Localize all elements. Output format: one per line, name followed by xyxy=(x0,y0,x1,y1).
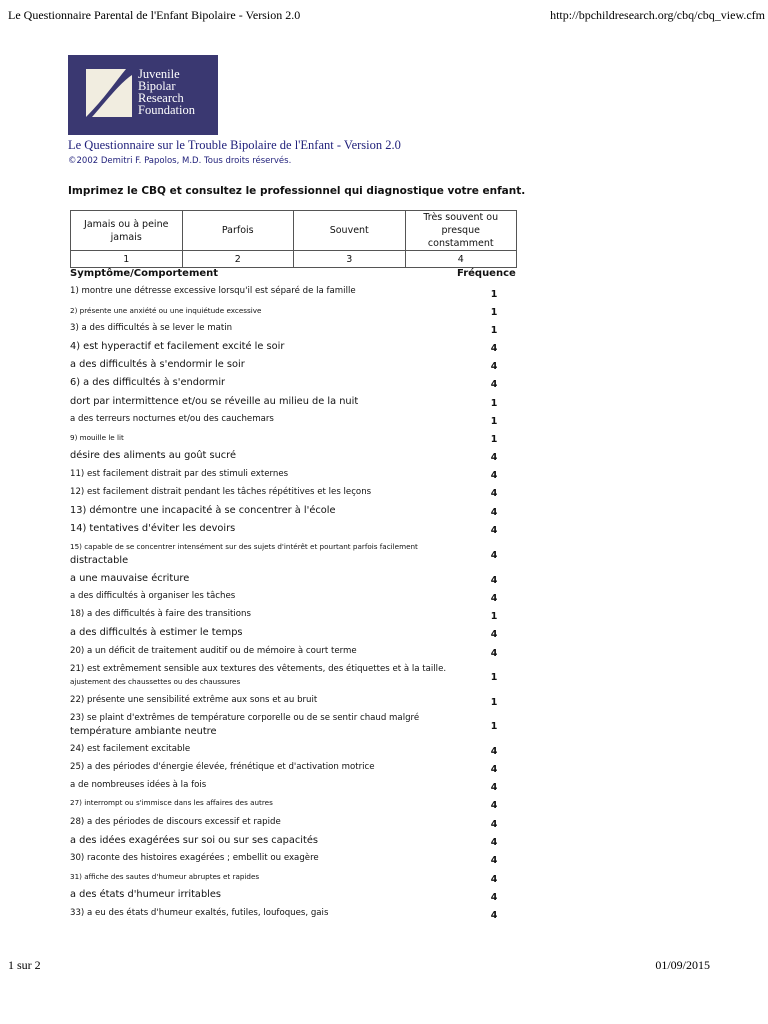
frequency-value: 4 xyxy=(490,800,498,811)
symptom-text-continued: distractable xyxy=(70,555,129,566)
print-header-url: http://bpchildresearch.org/cbq/cbq_view.cfm xyxy=(550,8,765,22)
symptom-text: 21) est extrêmement sensible aux textures des vêtements, des étiquettes et à la taille. xyxy=(70,664,447,674)
symptom-text: 3) a des difficultés à se lever le matin xyxy=(70,323,233,333)
frequency-value: 1 xyxy=(490,611,498,622)
frequency-value: 4 xyxy=(490,837,498,848)
frequency-value: 4 xyxy=(490,746,498,757)
frequency-value: 4 xyxy=(490,507,498,518)
symptom-text: a des terreurs nocturnes et/ou des cauchemars xyxy=(70,414,274,424)
symptom-text: 6) a des difficultés à s'endormir xyxy=(70,377,226,388)
scale-label: Jamais ou à peine jamais xyxy=(71,211,183,251)
symptom-column-header: Symptôme/Comportement xyxy=(70,268,219,279)
frequency-value: 4 xyxy=(490,819,498,830)
frequency-column-header: Fréquence xyxy=(457,268,516,279)
frequency-value: 4 xyxy=(490,550,498,561)
frequency-value: 1 xyxy=(490,416,498,427)
print-header-title: Le Questionnaire Parental de l'Enfant Bipolaire - Version 2.0 xyxy=(8,8,301,22)
jbrf-logo xyxy=(68,55,218,135)
frequency-value: 4 xyxy=(490,782,498,793)
symptom-text: 13) démontre une incapacité à se concentrer à l'école xyxy=(70,505,336,516)
symptom-text-continued: température ambiante neutre xyxy=(70,726,217,737)
frequency-value: 4 xyxy=(490,361,498,372)
frequency-value: 4 xyxy=(490,629,498,640)
frequency-value: 1 xyxy=(490,307,498,318)
symptom-text-continued: ajustement des chaussettes ou des chaussures xyxy=(70,677,241,686)
frequency-value: 4 xyxy=(490,648,498,659)
symptom-text: 24) est facilement excitable xyxy=(70,744,191,754)
scale-value: 3 xyxy=(294,251,406,268)
scale-value: 2 xyxy=(182,251,294,268)
symptom-text: 22) présente une sensibilité extrême aux sons et au bruit xyxy=(70,695,318,705)
frequency-value: 4 xyxy=(490,855,498,866)
symptom-text: 9) mouille le lit xyxy=(70,433,124,442)
symptom-text: 2) présente une anxiété ou une inquiétude excessive xyxy=(70,306,262,315)
frequency-value: 4 xyxy=(490,910,498,921)
scale-value: 1 xyxy=(71,251,183,268)
logo-line: Research xyxy=(138,91,184,105)
frequency-value: 4 xyxy=(490,575,498,586)
print-instruction: Imprimez le CBQ et consultez le professionnel qui diagnostique votre enfant. xyxy=(68,185,526,197)
frequency-value: 4 xyxy=(490,470,498,481)
scale-labels-row xyxy=(71,211,517,251)
symptom-text: a des difficultés à s'endormir le soir xyxy=(70,359,245,370)
symptom-text: a des difficultés à estimer le temps xyxy=(70,627,243,638)
scale-label: Souvent xyxy=(294,211,406,251)
frequency-value: 1 xyxy=(490,289,498,300)
symptom-text: 18) a des difficultés à faire des transitions xyxy=(70,609,251,619)
frequency-value: 1 xyxy=(490,434,498,445)
page-count: 1 sur 2 xyxy=(8,958,41,972)
frequency-scale-table xyxy=(70,210,517,268)
frequency-value: 1 xyxy=(490,697,498,708)
print-date: 01/09/2015 xyxy=(655,958,710,972)
symptom-text: 25) a des périodes d'énergie élevée, frénétique et d'activation motrice xyxy=(70,762,375,772)
frequency-value: 1 xyxy=(490,325,498,336)
symptom-text: 33) a eu des états d'humeur exaltés, futiles, loufoques, gais xyxy=(70,908,329,918)
frequency-value: 1 xyxy=(490,672,498,683)
frequency-value: 4 xyxy=(490,593,498,604)
frequency-value: 4 xyxy=(490,525,498,536)
symptom-text: 1) montre une détresse excessive lorsqu'il est séparé de la famille xyxy=(70,286,356,296)
frequency-value: 4 xyxy=(490,764,498,775)
symptom-text: 11) est facilement distrait par des stimuli externes xyxy=(70,469,289,479)
logo-wordmark xyxy=(138,68,195,116)
symptom-text: 31) affiche des sautes d'humeur abruptes et rapides xyxy=(70,872,260,881)
symptom-text: 23) se plaint d'extrêmes de température corporelle ou de se sentir chaud malgré xyxy=(70,713,420,723)
symptom-text: désire des aliments au goût sucré xyxy=(70,450,237,461)
symptom-text: a de nombreuses idées à la fois xyxy=(70,780,207,790)
frequency-value: 4 xyxy=(490,892,498,903)
logo-line: Bipolar xyxy=(138,79,176,93)
frequency-value: 4 xyxy=(490,874,498,885)
logo-line: Juvenile xyxy=(138,67,180,81)
frequency-value: 1 xyxy=(490,398,498,409)
symptom-text: 30) raconte des histoires exagérées ; embellit ou exagère xyxy=(70,853,319,863)
symptom-text: a une mauvaise écriture xyxy=(70,573,190,584)
symptom-text: 20) a un déficit de traitement auditif ou de mémoire à court terme xyxy=(70,646,357,656)
symptom-text: 12) est facilement distrait pendant les tâches répétitives et les leçons xyxy=(70,487,372,497)
scale-label: Très souvent ou presque constamment xyxy=(405,211,517,251)
copyright-notice: ©2002 Demitri F. Papolos, M.D. Tous droits réservés. xyxy=(68,156,292,166)
scale-label: Parfois xyxy=(182,211,294,251)
symptom-text: a des idées exagérées sur soi ou sur ses capacités xyxy=(70,835,318,846)
frequency-value: 1 xyxy=(490,721,498,732)
frequency-value: 4 xyxy=(490,488,498,499)
document-title: Le Questionnaire sur le Trouble Bipolaire de l'Enfant - Version 2.0 xyxy=(68,138,401,152)
scale-values-row xyxy=(71,251,517,268)
symptom-text: dort par intermittence et/ou se réveille au milieu de la nuit xyxy=(70,396,359,407)
frequency-value: 4 xyxy=(490,379,498,390)
symptom-text: 4) est hyperactif et facilement excité le soir xyxy=(70,341,285,352)
logo-line: Foundation xyxy=(138,103,195,117)
symptom-text: a des états d'humeur irritables xyxy=(70,889,222,900)
symptom-text: 28) a des périodes de discours excessif et rapide xyxy=(70,817,281,827)
frequency-value: 4 xyxy=(490,452,498,463)
symptom-text: 15) capable de se concentrer intensément sur des sujets d'intérêt et pourtant parfois facilement xyxy=(70,542,418,551)
logo-swoosh-icon xyxy=(86,69,132,117)
symptom-text: a des difficultés à organiser les tâches xyxy=(70,591,236,601)
scale-value: 4 xyxy=(405,251,517,268)
symptom-text: 27) interrompt ou s'immisce dans les affaires des autres xyxy=(70,798,273,807)
frequency-value: 4 xyxy=(490,343,498,354)
symptom-text: 14) tentatives d'éviter les devoirs xyxy=(70,523,236,534)
